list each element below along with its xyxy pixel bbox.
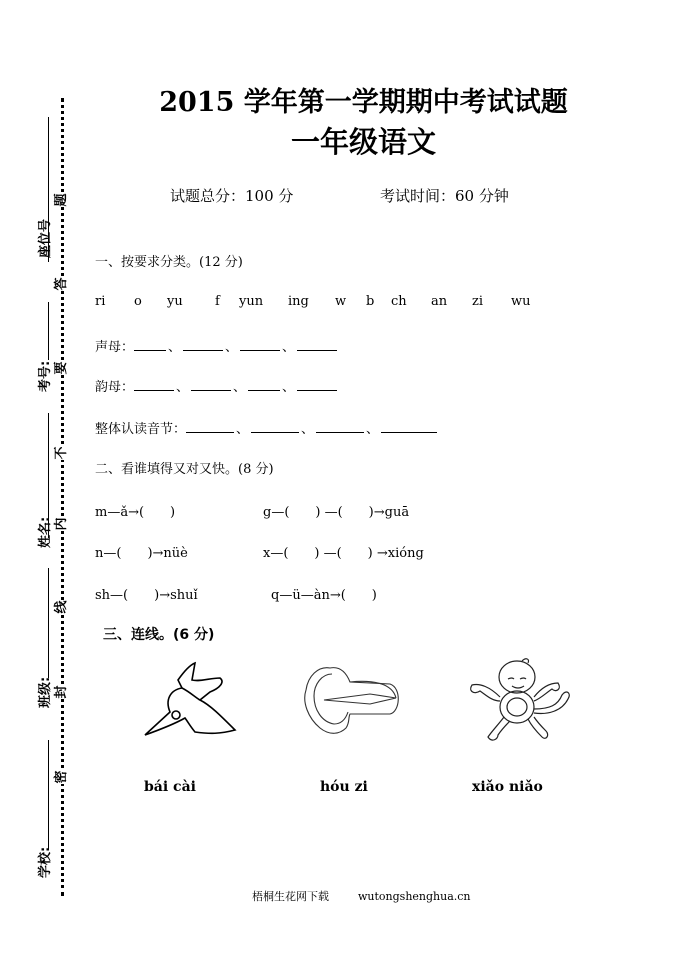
section1-heading: 一、按要求分类。(12 分) <box>95 255 243 270</box>
seal-char: 不 <box>54 446 69 460</box>
answer-blank[interactable] <box>240 338 280 351</box>
spelling-item[interactable]: q—ü—àn→( ) <box>271 588 377 603</box>
exam-time: 考试时间：60 分钟 <box>380 187 509 205</box>
answer-blank[interactable] <box>134 338 166 351</box>
initials-label: 声母： <box>95 340 135 355</box>
answer-blank[interactable] <box>297 338 337 351</box>
class-line <box>48 568 49 678</box>
total-score: 试题总分：100 分 <box>170 187 294 205</box>
seat-number-label: 座位号 <box>38 218 53 258</box>
exam-subtitle: 一年级语文 <box>290 125 436 159</box>
answer-blank[interactable] <box>316 420 364 433</box>
pinyin-item: w <box>335 294 347 309</box>
school-line <box>48 740 49 850</box>
pinyin-item: ing <box>288 294 309 309</box>
whole-syllables-label: 整体认读音节： <box>95 422 187 437</box>
pinyin-item: o <box>134 294 142 309</box>
section3-heading: 三、连线。(6 分) <box>103 627 215 643</box>
answer-blank[interactable] <box>191 378 231 391</box>
answer-blank[interactable] <box>248 378 280 391</box>
spelling-item[interactable]: x—( ) —( ) →xióng <box>263 546 424 561</box>
exam-number-line <box>48 302 49 360</box>
answer-blank[interactable] <box>183 338 223 351</box>
word-xiaoniao[interactable]: xiǎo niǎo <box>472 779 543 795</box>
pinyin-item: wu <box>511 294 531 309</box>
pinyin-item: b <box>366 294 375 309</box>
footer <box>252 888 471 904</box>
word-houzi[interactable]: hóu zi <box>320 779 368 795</box>
answer-blank[interactable] <box>297 378 337 391</box>
pinyin-item: ch <box>391 294 407 309</box>
seal-char: 答 <box>54 277 69 291</box>
spelling-item[interactable]: g—( ) —( )→guā <box>263 505 410 520</box>
answer-blank[interactable] <box>186 420 234 433</box>
class-label: 班级: <box>38 676 53 708</box>
exam-title: 2015 学年第一学期期中考试试题 <box>159 87 568 118</box>
initials-row: 声母： 、 、 、 <box>95 336 337 355</box>
spelling-item[interactable]: m—ǎ→( ) <box>95 505 176 520</box>
cabbage-icon[interactable] <box>300 662 405 740</box>
whole-syllables-row: 整体认读音节： 、 、 、 <box>95 418 437 437</box>
answer-blank[interactable] <box>381 420 437 433</box>
finals-label: 韵母： <box>95 380 135 395</box>
section2-heading: 二、看谁填得又对又快。(8 分) <box>95 462 274 477</box>
student-name-label: 姓名: <box>38 516 53 548</box>
monkey-icon[interactable] <box>462 655 577 745</box>
seal-char: 内 <box>54 517 69 531</box>
seal-char: 线 <box>54 600 69 614</box>
pinyin-item: yu <box>167 294 183 309</box>
pinyin-item: an <box>431 294 448 309</box>
pinyin-item: ri <box>95 294 106 309</box>
answer-blank[interactable] <box>251 420 299 433</box>
pinyin-item: yun <box>239 294 264 309</box>
word-baicai[interactable]: bái cài <box>144 779 196 795</box>
footer-site-name: 梧桐生花网下载 <box>252 890 329 903</box>
seal-char: 要 <box>54 361 69 375</box>
answer-blank[interactable] <box>134 378 174 391</box>
school-label: 学校: <box>38 846 53 878</box>
spelling-item[interactable]: n—( )→nüè <box>95 546 188 561</box>
spelling-item[interactable]: sh—( )→shuǐ <box>95 588 198 603</box>
finals-row: 韵母： 、 、 、 <box>95 376 337 395</box>
seal-char: 题 <box>54 193 69 207</box>
seal-char: 封 <box>54 685 69 699</box>
seal-char: 密 <box>54 770 69 784</box>
bird-icon[interactable] <box>140 660 240 740</box>
exam-number-label: 考号: <box>38 360 53 392</box>
footer-site-url: wutongshenghua.cn <box>358 890 471 903</box>
pinyin-item: zi <box>472 294 484 309</box>
pinyin-item: f <box>215 294 220 309</box>
